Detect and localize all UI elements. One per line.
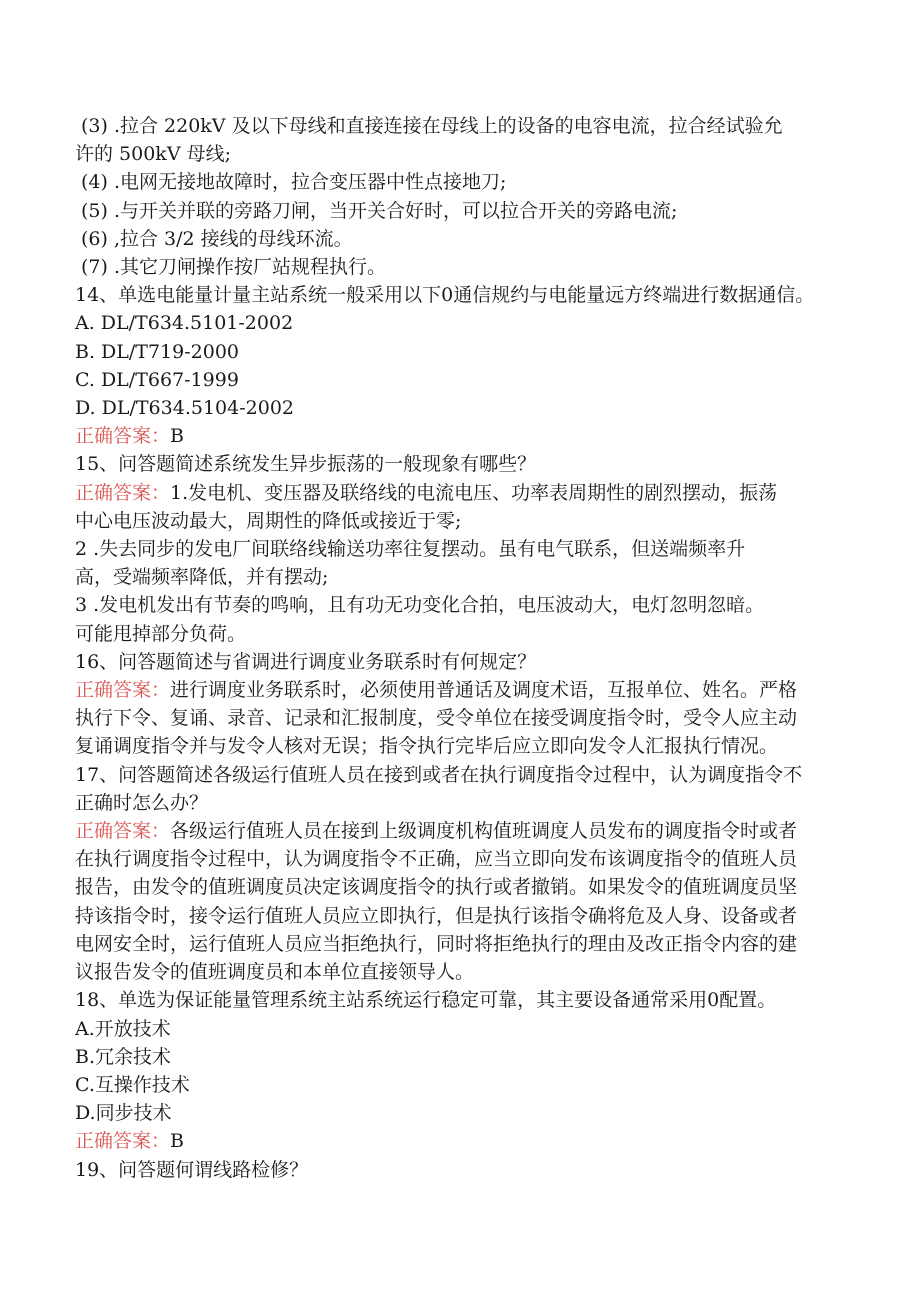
answer-text: B	[170, 1130, 184, 1153]
option-line: A. DL/T634.5101-2002	[75, 312, 294, 335]
sub-item-line: (3) .拉合 220kV 及以下母线和直接连接在母线上的设备的电容电流，拉合经试验允	[81, 115, 783, 137]
sub-item-line: (5) .与开关并联的旁路刀闸，当开关合好时，可以拉合开关的旁路电流;	[81, 199, 678, 222]
sub-item-line: (7) .其它刀闸操作按厂站规程执行。	[81, 256, 386, 279]
text-line: 在执行调度指令过程中，认为调度指令不正确，应当立即向发布该调度指令的值班人员	[75, 848, 798, 871]
question-line: 17、问答题简述各级运行值班人员在接到或者在执行调度指令过程中，认为调度指令不	[75, 763, 803, 786]
option-line: D.同步技术	[75, 1102, 172, 1125]
sub-item-line: (6) ,拉合 3/2 接线的母线环流。	[81, 227, 353, 250]
answer-label: 正确答案：	[75, 481, 171, 504]
text-line: 中心电压波动最大，周期性的降低或接近于零;	[75, 509, 462, 532]
answer-label: 正确答案：	[75, 1130, 171, 1153]
text-line: 3 .发电机发出有节奏的鸣响，且有功无功变化合拍，电压波动大，电灯忽明忽暗。	[75, 594, 765, 617]
text-line: 报告，由发令的值班调度员决定该调度指令的执行或者撤销。如果发令的值班调度员坚	[75, 876, 798, 899]
answer-text: 1.发电机、变压器及联络线的电流电压、功率表周期性的剧烈摆动，振荡	[170, 481, 778, 504]
answer-line	[75, 479, 855, 507]
text-line: 高，受端频率降低，并有摆动;	[75, 566, 329, 589]
text-line: 许的 500kV 母线;	[75, 143, 231, 166]
option-line: C.互操作技术	[75, 1073, 190, 1096]
document-page	[75, 112, 855, 1184]
text-line: 复诵调度指令并与发令人核对无误；指令执行完毕后应立即向发令人汇报执行情况。	[75, 735, 779, 758]
option-line: C. DL/T667-1999	[75, 368, 239, 391]
answer-line	[75, 1127, 855, 1155]
option-line: B.冗余技术	[75, 1045, 172, 1068]
question-line: 19、问答题何谓线路检修？	[75, 1158, 309, 1181]
sub-item-line: (4) .电网无接地故障时，拉合变压器中性点接地刀;	[81, 171, 507, 194]
text-line: 执行下令、复诵、录音、记录和汇报制度，受令单位在接受调度指令时，受令人应主动	[75, 707, 798, 730]
answer-text: 进行调度业务联系时，必须使用普通话及调度术语，互报单位、姓名。严格	[170, 679, 798, 702]
answer-label: 正确答案：	[75, 679, 171, 702]
text-line: 议报告发令的值班调度员和本单位直接领导人。	[75, 961, 475, 984]
answer-line	[75, 422, 855, 450]
answer-label: 正确答案：	[75, 820, 171, 843]
text-line: 电网安全时，运行值班人员应当拒绝执行，同时将拒绝执行的理由及改正指令内容的建	[75, 932, 798, 955]
answer-text: 各级运行值班人员在接到上级调度机构值班调度人员发布的调度指令时或者	[170, 820, 798, 843]
text-line: 正确时怎么办？	[75, 791, 209, 814]
option-line: A.开放技术	[75, 1017, 171, 1040]
question-line: 16、问答题简述与省调进行调度业务联系时有何规定？	[75, 650, 537, 673]
answer-text: B	[170, 425, 184, 448]
question-line: 15、问答题简述系统发生异步振荡的一般现象有哪些？	[75, 453, 537, 476]
answer-line	[75, 676, 855, 704]
question-line: 14、单选电能量计量主站系统一般采用以下0通信规约与电能量远方终端进行数据通信。	[75, 284, 815, 307]
answer-label: 正确答案：	[75, 425, 171, 448]
question-line: 18、单选为保证能量管理系统主站系统运行稳定可靠，其主要设备通常采用0配置。	[75, 989, 777, 1012]
option-line: D. DL/T634.5104-2002	[75, 397, 294, 420]
answer-line	[75, 817, 855, 845]
text-line: 持该指令时，接令运行值班人员应立即执行，但是执行该指令确将危及人身、设备或者	[75, 904, 798, 927]
text-line: 2 .失去同步的发电厂间联络线输送功率往复摆动。虽有电气联系，但送端频率升	[75, 538, 746, 561]
option-line: B. DL/T719-2000	[75, 340, 240, 363]
text-line: 可能甩掉部分负荷。	[75, 622, 247, 645]
